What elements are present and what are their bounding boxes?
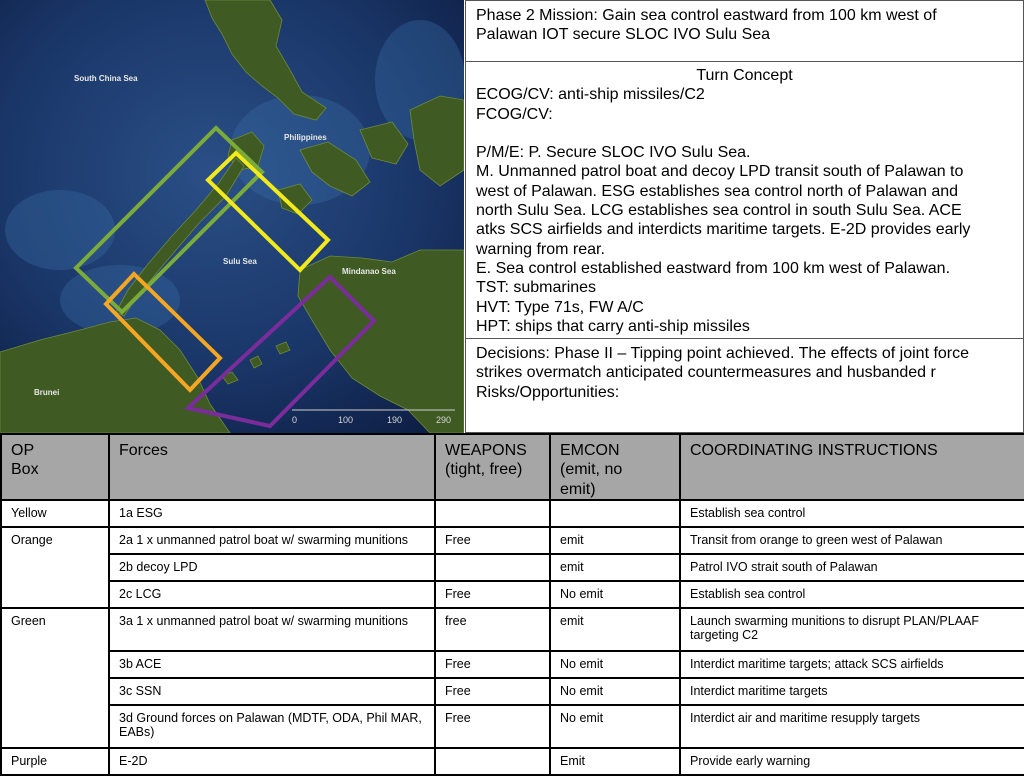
map-svg <box>0 0 464 433</box>
cell-coord: Interdict air and maritime resupply targets <box>680 705 1024 748</box>
cell-emcon: No emit <box>550 678 680 705</box>
concept-line: TST: submarines <box>476 279 597 297</box>
header-op-box-line-2: Box <box>11 461 39 479</box>
concept-line: HPT: ships that carry anti-ship missiles <box>476 317 750 335</box>
cell-weapons <box>435 500 550 527</box>
concept-line: M. Unmanned patrol boat and decoy LPD transit south of Palawan to <box>476 163 964 181</box>
table-row <box>1 608 1024 651</box>
cell-forces: 3d Ground forces on Palawan (MDTF, ODA, Phil MAR, EABs) <box>109 705 435 748</box>
concept-line: atks SCS airfields and interdicts maritime targets. E-2D provides early <box>476 221 971 239</box>
mission-line: Phase 2 Mission: Gain sea control eastward from 100 km west of <box>476 7 937 24</box>
label-sulu-sea: Sulu Sea <box>223 257 257 266</box>
cell-emcon: emit <box>550 527 680 554</box>
concept-blank-line <box>476 124 1013 143</box>
table-row <box>1 651 1024 678</box>
cell-coord: Provide early warning <box>680 748 1024 775</box>
concept-line: E. Sea control established eastward from 100 km west of Palawan. <box>476 259 951 277</box>
cell-weapons <box>435 748 550 775</box>
concept-line: west of Palawan. ESG establishes sea control north of Palawan and <box>476 182 959 200</box>
cell-forces: 3b ACE <box>109 651 435 678</box>
scale-label-190: 190 <box>387 415 403 425</box>
cell-coord: Establish sea control <box>680 581 1024 608</box>
cell-emcon: emit <box>550 554 680 581</box>
cell-weapons: Free <box>435 581 550 608</box>
table-row <box>1 705 1024 748</box>
cell-forces: 2b decoy LPD <box>109 554 435 581</box>
header-emcon-line-1: EMCON <box>560 442 620 459</box>
header-weapons-line-2: (tight, free) <box>445 461 523 479</box>
cell-forces: E-2D <box>109 748 435 775</box>
concept-line: warning from rear. <box>476 240 605 258</box>
cell-forces: 1a ESG <box>109 500 435 527</box>
forces-table <box>0 433 1024 776</box>
decisions-line: Decisions: Phase II – Tipping point achieved. The effects of joint force <box>476 345 970 362</box>
cell-weapons: Free <box>435 705 550 748</box>
cell-weapons: Free <box>435 527 550 554</box>
table-row <box>1 527 1024 554</box>
cell-op-box: Purple <box>1 748 109 775</box>
cell-emcon: No emit <box>550 651 680 678</box>
cell-forces: 2c LCG <box>109 581 435 608</box>
label-philippines: Philippines <box>284 133 327 142</box>
concept-line: P/M/E: P. Secure SLOC IVO Sulu Sea. <box>476 144 751 162</box>
concept-line: FCOG/CV: <box>476 105 553 123</box>
cell-weapons: free <box>435 608 550 651</box>
label-brunei: Brunei <box>34 388 60 397</box>
scale-label-100: 100 <box>338 415 354 425</box>
header-forces: Forces <box>109 434 435 500</box>
header-op-box-line-1: OP <box>11 442 35 459</box>
header-emcon-line-2: (emit, no <box>560 461 623 479</box>
cell-weapons: Free <box>435 651 550 678</box>
cell-forces: 3c SSN <box>109 678 435 705</box>
concept-line: north Sulu Sea. LCG establishes sea control in south Sulu Sea. ACE <box>476 202 962 220</box>
cell-coord: Transit from orange to green west of Palawan <box>680 527 1024 554</box>
cell-emcon: Emit <box>550 748 680 775</box>
table-row <box>1 500 1024 527</box>
cell-coord: Interdict maritime targets; attack SCS airfields <box>680 651 1024 678</box>
decisions-line: strikes overmatch anticipated countermeasures and husbanded r <box>476 364 936 382</box>
table-row <box>1 581 1024 608</box>
header-op-box <box>1 434 109 500</box>
cell-coord: Interdict maritime targets <box>680 678 1024 705</box>
cell-op-box: Yellow <box>1 500 109 527</box>
cell-forces: 3a 1 x unmanned patrol boat w/ swarming munitions <box>109 608 435 651</box>
mission-panel <box>465 0 1024 62</box>
cell-weapons <box>435 554 550 581</box>
cell-coord: Establish sea control <box>680 500 1024 527</box>
cell-forces: 2a 1 x unmanned patrol boat w/ swarming munitions <box>109 527 435 554</box>
satellite-map <box>0 0 464 433</box>
header-weapons <box>435 434 550 500</box>
header-weapons-line-1: WEAPONS <box>445 442 527 459</box>
table-row <box>1 678 1024 705</box>
table-row <box>1 748 1024 775</box>
header-emcon <box>550 434 680 500</box>
table-header-row <box>1 434 1024 500</box>
table-row <box>1 554 1024 581</box>
concept-title: Turn Concept <box>696 67 793 84</box>
cell-emcon: emit <box>550 608 680 651</box>
cell-coord: Launch swarming munitions to disrupt PLAN/PLAAF targeting C2 <box>680 608 1024 651</box>
cell-emcon: No emit <box>550 705 680 748</box>
cell-weapons: Free <box>435 678 550 705</box>
decisions-panel <box>465 338 1024 433</box>
mission-line: Palawan IOT secure SLOC IVO Sulu Sea <box>476 26 771 44</box>
label-south-china-sea: South China Sea <box>74 74 138 83</box>
scale-label-290: 290 <box>436 415 452 425</box>
concept-line: ECOG/CV: anti-ship missiles/C2 <box>476 86 705 104</box>
concept-line: HVT: Type 71s, FW A/C <box>476 298 644 316</box>
cell-op-box: Orange <box>1 527 109 608</box>
cell-op-box: Green <box>1 608 109 748</box>
header-emcon-line-3: emit) <box>560 480 596 498</box>
cell-emcon: No emit <box>550 581 680 608</box>
scale-label-0: 0 <box>292 415 298 425</box>
label-mindanao-sea: Mindanao Sea <box>342 267 396 276</box>
decisions-line: Risks/Opportunities: <box>476 383 620 401</box>
cell-coord: Patrol IVO strait south of Palawan <box>680 554 1024 581</box>
concept-panel <box>465 61 1024 339</box>
header-coordinating-instructions: COORDINATING INSTRUCTIONS <box>680 434 1024 500</box>
cell-emcon <box>550 500 680 527</box>
